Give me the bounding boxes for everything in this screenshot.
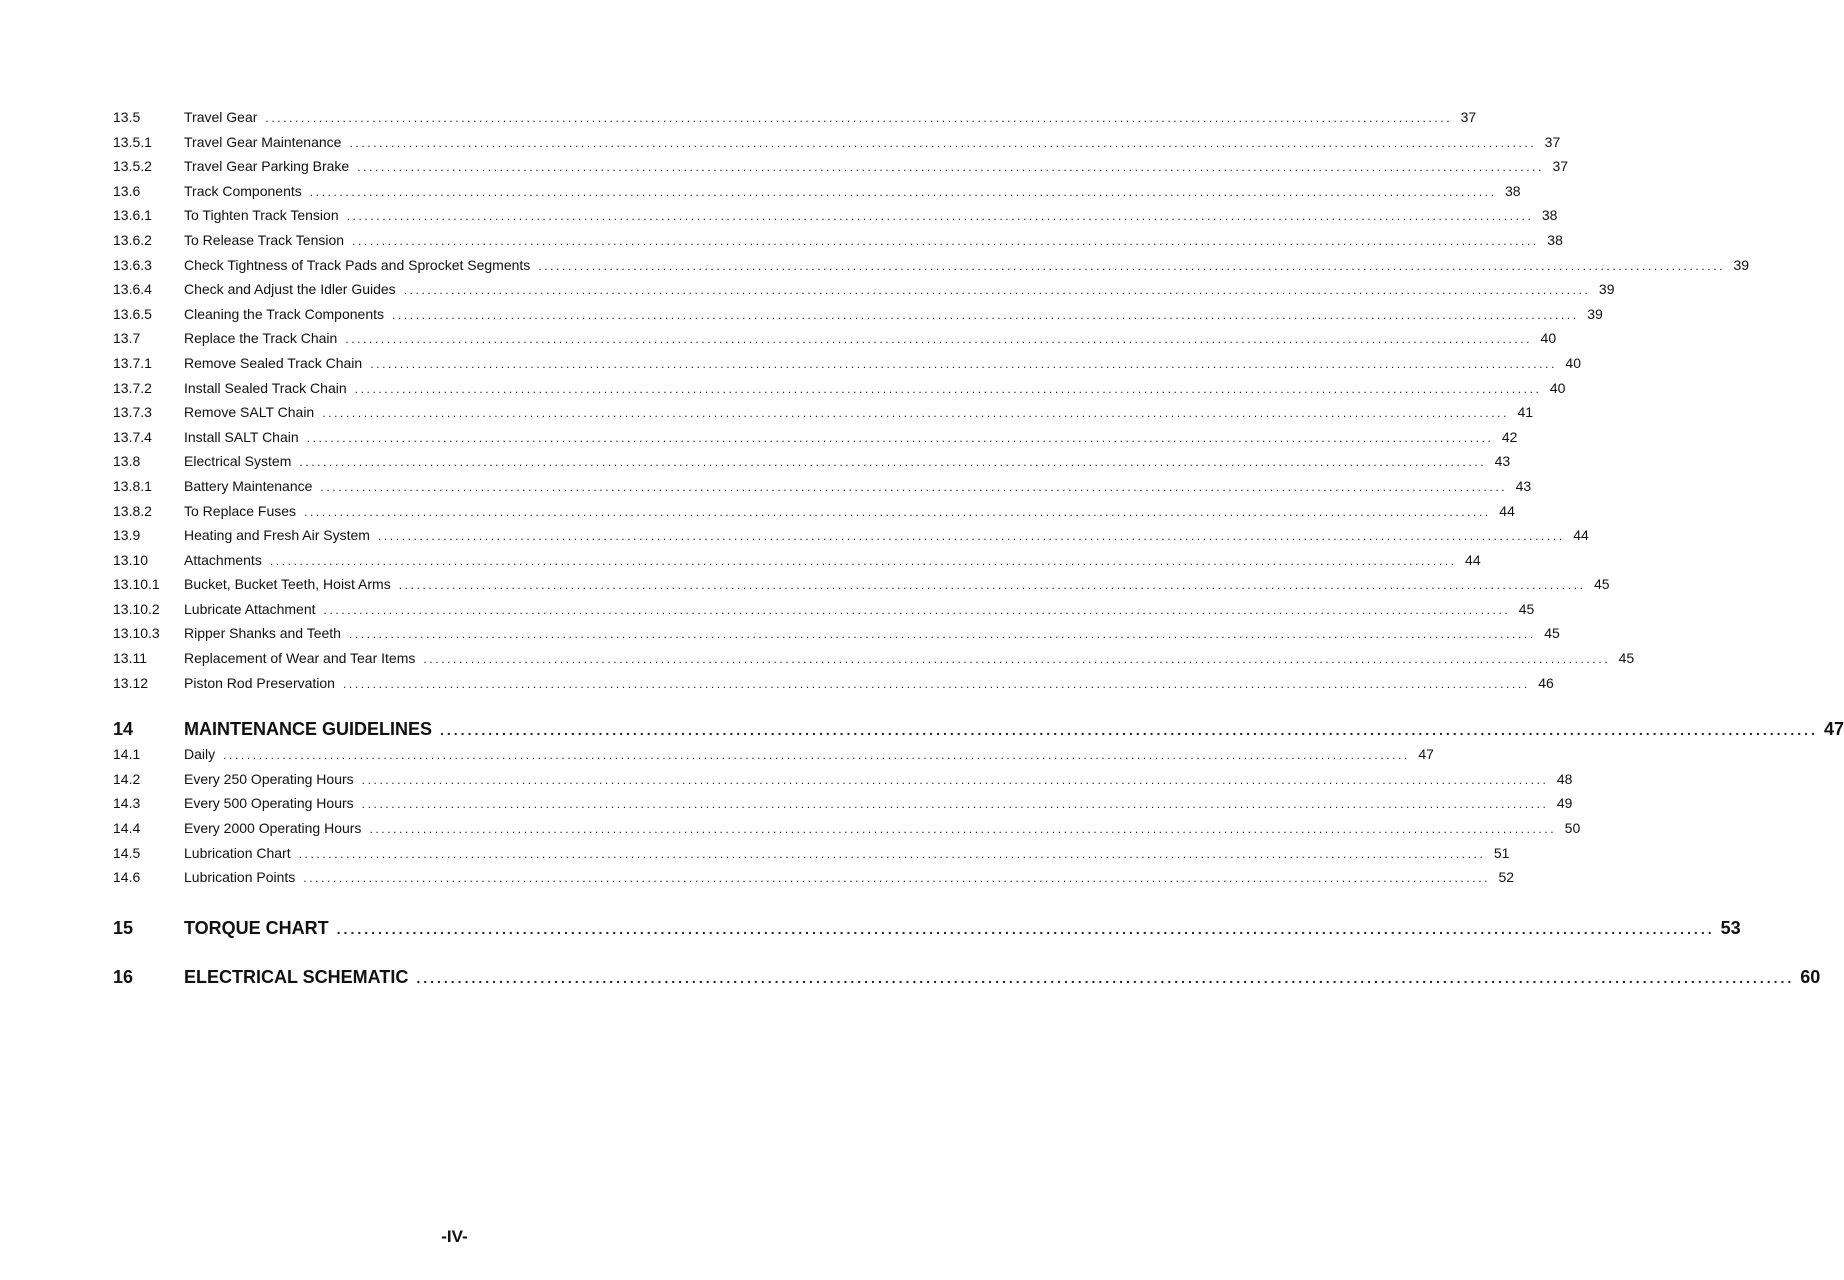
toc-entry-number: 14.4	[113, 820, 141, 837]
page-number-footer: -IV-	[441, 1227, 468, 1246]
dot-leader: ........................................................................................................................................................................................................	[416, 969, 1795, 986]
toc-entry[interactable]	[113, 474, 1532, 499]
toc-entry[interactable]	[113, 841, 1510, 866]
toc-entry[interactable]	[113, 253, 1750, 278]
toc-entry[interactable]	[113, 326, 1557, 351]
dot-leader: ........................................................................................................................................................................................................	[348, 627, 1536, 642]
dot-leader: ........................................................................................................................................................................................................	[361, 772, 1549, 787]
toc-entry-title: Every 250 Operating Hours	[184, 770, 354, 787]
toc-entry-page: 46	[1538, 674, 1554, 691]
toc-entry-title: Heating and Fresh Air System	[184, 527, 370, 544]
toc-entry-title: Travel Gear Parking Brake	[184, 158, 350, 175]
toc-entry-page: 51	[1493, 844, 1510, 861]
toc-entry-title: Every 2000 Operating Hours	[184, 820, 362, 837]
dot-leader: ........................................................................................................................................................................................................	[320, 479, 1508, 494]
toc-entry-number: 13.6.3	[113, 256, 152, 273]
toc-entry[interactable]	[113, 791, 1573, 816]
toc-chapter-title: MAINTENANCE GUIDELINES	[184, 719, 433, 740]
toc-entry-title: To Replace Fuses	[184, 502, 297, 519]
toc-entry[interactable]	[113, 179, 1521, 204]
toc-entry-title: Travel Gear Maintenance	[184, 133, 342, 150]
toc-entry-number: 13.5	[113, 109, 141, 125]
toc-entry-title: Remove SALT Chain	[184, 404, 315, 421]
toc-entry-title: Electrical System	[184, 453, 292, 470]
toc-entry-page: 49	[1556, 795, 1573, 812]
dot-leader: ........................................................................................................................................................................................................	[361, 797, 1549, 812]
dot-leader: ........................................................................................................................................................................................................	[303, 871, 1491, 886]
toc-entry-title: Remove Sealed Track Chain	[184, 354, 363, 371]
toc-entry-page: 40	[1565, 354, 1581, 371]
toc-entry-page: 40	[1540, 330, 1557, 347]
toc-entry-title: Cleaning the Track Components	[184, 305, 384, 322]
dot-leader: ........................................................................................................................................................................................................	[309, 184, 1497, 199]
toc-entry-number: 13.12	[113, 674, 149, 691]
toc-entry-number: 13.10.2	[113, 600, 160, 617]
toc-entry-page: 40	[1549, 379, 1566, 396]
toc-entry-title: Replace the Track Chain	[184, 330, 338, 347]
dot-leader: ........................................................................................................................................................................................................	[299, 455, 1487, 470]
toc-entry-number: 14.1	[113, 746, 141, 763]
toc-entry-page: 50	[1564, 820, 1581, 837]
dot-leader: ........................................................................................................................................................................................................	[345, 332, 1533, 347]
toc-section-14-entries	[113, 742, 1581, 890]
dot-leader: ........................................................................................................................................................................................................	[392, 307, 1579, 322]
toc-entry-title: Ripper Shanks and Teeth	[184, 625, 341, 642]
dot-leader: ........................................................................................................................................................................................................	[440, 722, 1818, 739]
toc-entry[interactable]	[113, 105, 1477, 130]
toc-entry[interactable]	[113, 646, 1635, 671]
dot-leader: ........................................................................................................................................................................................................	[336, 920, 1715, 937]
dot-leader: ........................................................................................................................................................................................................	[538, 258, 1726, 273]
toc-entry-page: 45	[1544, 625, 1560, 642]
dot-leader: ........................................................................................................................................................................................................	[342, 676, 1530, 691]
toc-entry-title: To Tighten Track Tension	[184, 207, 339, 224]
toc-entry[interactable]	[113, 865, 1515, 890]
toc-entry-number: 13.8	[113, 453, 141, 470]
spacer	[113, 941, 803, 964]
toc-entry-title: To Release Track Tension	[184, 231, 345, 248]
toc-chapter-page: 60	[1800, 966, 1821, 987]
toc-entry-title: Replacement of Wear and Tear Items	[184, 650, 416, 667]
dot-leader: ........................................................................................................................................................................................................	[398, 578, 1586, 593]
toc-entry-page: 43	[1515, 477, 1532, 494]
toc-entry-number: 14.3	[113, 795, 141, 812]
toc-entry-number: 13.7	[113, 330, 141, 347]
toc-entry-page: 38	[1541, 207, 1558, 224]
toc-entry-title: Battery Maintenance	[184, 477, 313, 494]
toc-entry-page: 48	[1556, 770, 1573, 787]
toc-entry-number: 13.9	[113, 527, 141, 544]
toc-entry[interactable]	[113, 449, 1511, 474]
toc-section-13-entries	[113, 105, 1750, 695]
dot-leader: ........................................................................................................................................................................................................	[357, 160, 1545, 175]
toc-entry-number: 14.6	[113, 869, 141, 886]
toc-entry-page: 52	[1498, 869, 1515, 886]
table-of-contents	[113, 105, 1844, 990]
toc-entry-number: 13.10	[113, 551, 149, 568]
toc-entry-number: 13.6	[113, 182, 141, 199]
toc-entry[interactable]	[113, 425, 1518, 450]
dot-leader: ........................................................................................................................................................................................................	[352, 233, 1539, 248]
toc-entry-number: 13.11	[113, 650, 147, 667]
dot-leader: ........................................................................................................................................................................................................	[349, 135, 1537, 150]
toc-entry-title: Travel Gear	[184, 109, 258, 125]
toc-entry-title: Track Components	[184, 182, 302, 199]
toc-entry[interactable]	[113, 499, 1515, 524]
toc-entry[interactable]	[113, 351, 1581, 376]
toc-chapter-16[interactable]	[113, 964, 1821, 990]
toc-entry-page: 45	[1593, 576, 1610, 593]
toc-entry-page: 37	[1460, 109, 1477, 125]
toc-entry-number: 13.10.3	[113, 625, 160, 642]
toc-entry[interactable]	[113, 400, 1534, 425]
toc-entry-page: 38	[1504, 182, 1521, 199]
toc-entry-title: Lubrication Points	[184, 869, 296, 886]
toc-entry[interactable]	[113, 671, 1554, 696]
toc-entry-title: Install SALT Chain	[184, 428, 299, 445]
toc-entry-page: 39	[1598, 281, 1615, 298]
toc-chapter-title: ELECTRICAL SCHEMATIC	[184, 966, 409, 987]
toc-entry-number: 13.7.1	[113, 354, 152, 371]
toc-chapter-page: 47	[1823, 719, 1844, 740]
toc-entry-number: 13.6.1	[113, 207, 152, 224]
toc-chapter-number: 16	[113, 966, 134, 987]
toc-entry[interactable]	[113, 376, 1566, 401]
toc-entry[interactable]	[113, 302, 1603, 327]
toc-entry[interactable]	[113, 130, 1561, 155]
toc-entry[interactable]	[113, 572, 1610, 597]
toc-entry-title: Attachments	[184, 551, 262, 568]
toc-entry[interactable]	[113, 154, 1569, 179]
toc-entry-number: 13.6.5	[113, 305, 152, 322]
toc-entry-page: 37	[1552, 158, 1569, 175]
toc-entry-number: 13.8.2	[113, 502, 152, 519]
toc-chapter-title: TORQUE CHART	[184, 917, 329, 938]
toc-entry-number: 13.10.1	[113, 576, 160, 593]
toc-entry-page: 45	[1618, 650, 1635, 667]
toc-entry[interactable]	[113, 523, 1589, 548]
dot-leader: ........................................................................................................................................................................................................	[323, 602, 1511, 617]
toc-entry[interactable]	[113, 277, 1615, 302]
toc-entry[interactable]	[113, 742, 1434, 767]
toc-entry-page: 41	[1517, 404, 1534, 421]
dot-leader: ........................................................................................................................................................................................................	[354, 381, 1542, 396]
toc-entry-title: Daily	[184, 746, 216, 763]
dot-leader: ........................................................................................................................................................................................................	[304, 504, 1491, 519]
toc-entry-number: 13.7.3	[113, 404, 152, 421]
toc-entry-title: Lubrication Chart	[184, 844, 291, 861]
dot-leader: ........................................................................................................................................................................................................	[223, 748, 1410, 763]
spacer	[113, 890, 803, 915]
toc-entry-number: 13.6.4	[113, 281, 152, 298]
toc-chapter-page: 53	[1720, 917, 1741, 938]
toc-entry-title: Check and Adjust the Idler Guides	[184, 281, 396, 298]
dot-leader: ........................................................................................................................................................................................................	[298, 846, 1486, 861]
toc-entry-page: 39	[1587, 305, 1603, 322]
toc-entry-number: 13.6.2	[113, 231, 152, 248]
toc-entry[interactable]	[113, 203, 1558, 228]
toc-entry-number: 14.5	[113, 844, 141, 861]
dot-leader: ........................................................................................................................................................................................................	[269, 553, 1457, 568]
toc-entry-page: 38	[1547, 231, 1563, 248]
toc-chapter-15[interactable]	[113, 915, 1741, 941]
toc-entry-title: Bucket, Bucket Teeth, Hoist Arms	[184, 576, 391, 593]
toc-entry[interactable]	[113, 228, 1563, 253]
dot-leader: ........................................................................................................................................................................................................	[377, 529, 1565, 544]
toc-entry-title: Lubricate Attachment	[184, 600, 316, 617]
toc-entry-title: Piston Rod Preservation	[184, 674, 335, 691]
toc-entry[interactable]	[113, 597, 1535, 622]
dot-leader: ........................................................................................................................................................................................................	[369, 822, 1557, 837]
toc-entry-number: 13.7.4	[113, 428, 152, 445]
dot-leader: ........................................................................................................................................................................................................	[423, 652, 1611, 667]
dot-leader: ........................................................................................................................................................................................................	[322, 406, 1510, 421]
toc-entry-number: 13.8.1	[113, 477, 152, 494]
dot-leader: ........................................................................................................................................................................................................	[306, 430, 1494, 445]
toc-entry-title: Every 500 Operating Hours	[184, 795, 354, 812]
toc-entry-page: 39	[1733, 256, 1750, 273]
toc-entry[interactable]	[113, 548, 1481, 573]
toc-entry-title: Check Tightness of Track Pads and Sprocket Segments	[184, 256, 531, 273]
toc-entry-page: 44	[1465, 551, 1481, 568]
spacer	[113, 695, 803, 716]
toc-entry-page: 37	[1544, 133, 1561, 150]
toc-entry-number: 13.5.1	[113, 133, 152, 150]
toc-entry-page: 44	[1499, 502, 1515, 519]
toc-entry-number: 13.7.2	[113, 379, 152, 396]
toc-chapter-number: 15	[113, 917, 134, 938]
dot-leader: ........................................................................................................................................................................................................	[370, 356, 1557, 371]
toc-entry-page: 43	[1494, 453, 1511, 470]
dot-leader: ........................................................................................................................................................................................................	[346, 209, 1534, 224]
toc-entry-page: 42	[1501, 428, 1518, 445]
dot-leader: ........................................................................................................................................................................................................	[265, 111, 1453, 125]
toc-entry-number: 13.5.2	[113, 158, 152, 175]
toc-entry[interactable]	[113, 767, 1573, 792]
toc-entry[interactable]	[113, 621, 1560, 646]
toc-chapter-number: 14	[113, 719, 134, 740]
toc-entry[interactable]	[113, 816, 1581, 841]
toc-entry-page: 45	[1518, 600, 1535, 617]
toc-entry-page: 44	[1573, 527, 1589, 544]
toc-entry-number: 14.2	[113, 770, 141, 787]
toc-chapter-14[interactable]	[113, 716, 1844, 742]
dot-leader: ........................................................................................................................................................................................................	[403, 283, 1591, 298]
toc-entry-title: Install Sealed Track Chain	[184, 379, 347, 396]
toc-entry-page: 47	[1418, 746, 1434, 763]
